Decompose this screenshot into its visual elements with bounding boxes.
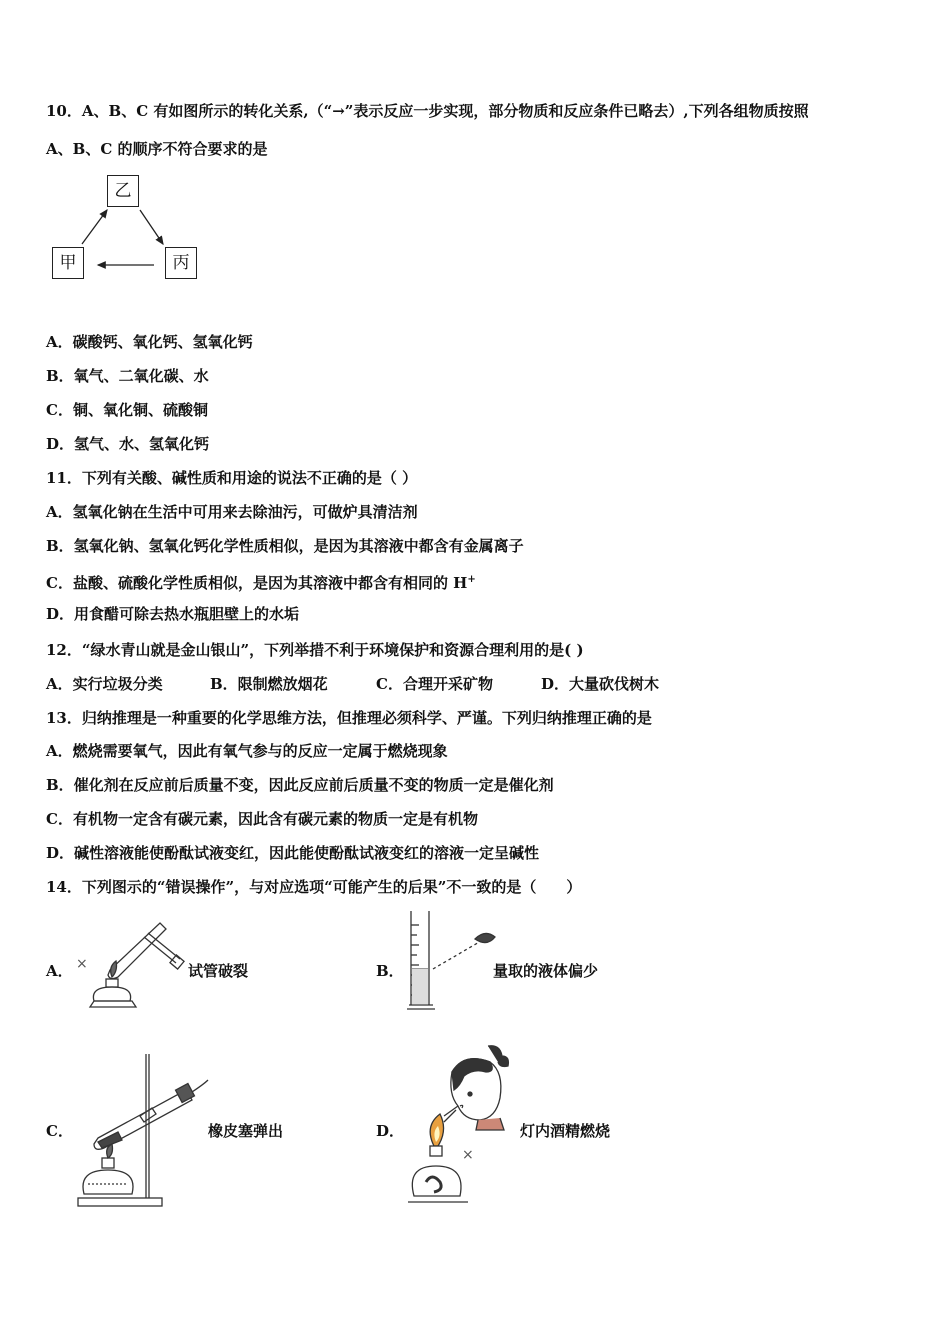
q10-option-b: B．氧气、二氧化碳、水 [46, 367, 209, 385]
q14-option-c-letter: C． [46, 1122, 73, 1140]
q14-option-a-letter: A． [46, 962, 73, 980]
diagram-box-right: 丙 [165, 247, 197, 279]
q13-option-b: B．催化剂在反应前后质量不变，因此反应前后质量不变的物质一定是催化剂 [46, 776, 554, 794]
q12-option-d: D．大量砍伐树木 [541, 675, 660, 693]
blowing-out-lamp-illustration [404, 1042, 524, 1212]
q14-option-a-caption: 试管破裂 [188, 962, 249, 980]
q11-stem: 11．下列有关酸、碱性质和用途的说法不正确的是（ ） [46, 469, 418, 487]
q13-option-d: D．碱性溶液能使酚酞试液变红，因此能使酚酞试液变红的溶液一定呈碱性 [46, 844, 540, 862]
q14-option-d-letter: D． [376, 1122, 405, 1140]
q12-option-c: C．合理开采矿物 [376, 675, 493, 693]
graduated-cylinder-illustration [405, 905, 505, 1015]
q13-option-c: C．有机物一定含有碳元素，因此含有碳元素的物质一定是有机物 [46, 810, 478, 828]
q14-a-cross-mark: × [76, 956, 88, 972]
q11-option-c-superscript: + [467, 574, 476, 585]
q14-d-cross-mark: × [462, 1147, 474, 1163]
q14-option-c-caption: 橡皮塞弹出 [208, 1122, 284, 1140]
q10-option-a: A．碳酸钙、氧化钙、氢氧化钙 [46, 333, 253, 351]
diagram-box-left: 甲 [52, 247, 84, 279]
q11-option-a: A．氢氧化钠在生活中可用来去除油污，可做炉具清洁剂 [46, 503, 418, 521]
q10-option-d: D．氢气、水、氢氧化钙 [46, 435, 210, 453]
arrow-left-to-top [82, 210, 107, 244]
q10-stem-line1: 10．A、B、C 有如图所示的转化关系,（“→”表示反应一步实现，部分物质和反应条件已略去）,下列各组物质按照 [46, 102, 809, 120]
q14-stem: 14．下列图示的“错误操作”，与对应选项“可能产生的后果”不一致的是（ ） [46, 878, 582, 896]
q12-option-a: A．实行垃圾分类 [46, 675, 163, 693]
q14-option-b-letter: B． [376, 962, 404, 980]
q11-option-c-text: C．盐酸、硫酸化学性质相似，是因为其溶液中都含有相同的 H [46, 574, 468, 592]
q10-stem-line2: A、B、C 的顺序不符合要求的是 [46, 140, 268, 158]
q11-option-b: B．氢氧化钠、氢氧化钙化学性质相似，是因为其溶液中都含有金属离子 [46, 537, 524, 555]
q10-option-c: C．铜、氧化铜、硫酸铜 [46, 401, 208, 419]
q12-option-b: B．限制燃放烟花 [210, 675, 328, 693]
q14-option-b-caption: 量取的液体偏少 [493, 962, 599, 980]
q11-option-c [46, 570, 476, 593]
q12-stem: 12．“绿水青山就是金山银山”，下列举措不利于环境保护和资源合理利用的是( ) [46, 641, 584, 659]
heating-test-tube-illustration [80, 915, 190, 1015]
arrow-top-to-right [140, 210, 163, 244]
q11-option-d: D．用食醋可除去热水瓶胆壁上的水垢 [46, 605, 300, 623]
q14-option-d-caption: 灯内酒精燃烧 [520, 1122, 611, 1140]
diagram-box-top: 乙 [107, 175, 139, 207]
q13-option-a: A．燃烧需要氧气，因此有氧气参与的反应一定属于燃烧现象 [46, 742, 448, 760]
stand-heating-illustration [74, 1050, 214, 1210]
q13-stem: 13．归纳推理是一种重要的化学思维方法，但推理必须科学、严谨。下列归纳推理正确的是 [46, 709, 652, 727]
